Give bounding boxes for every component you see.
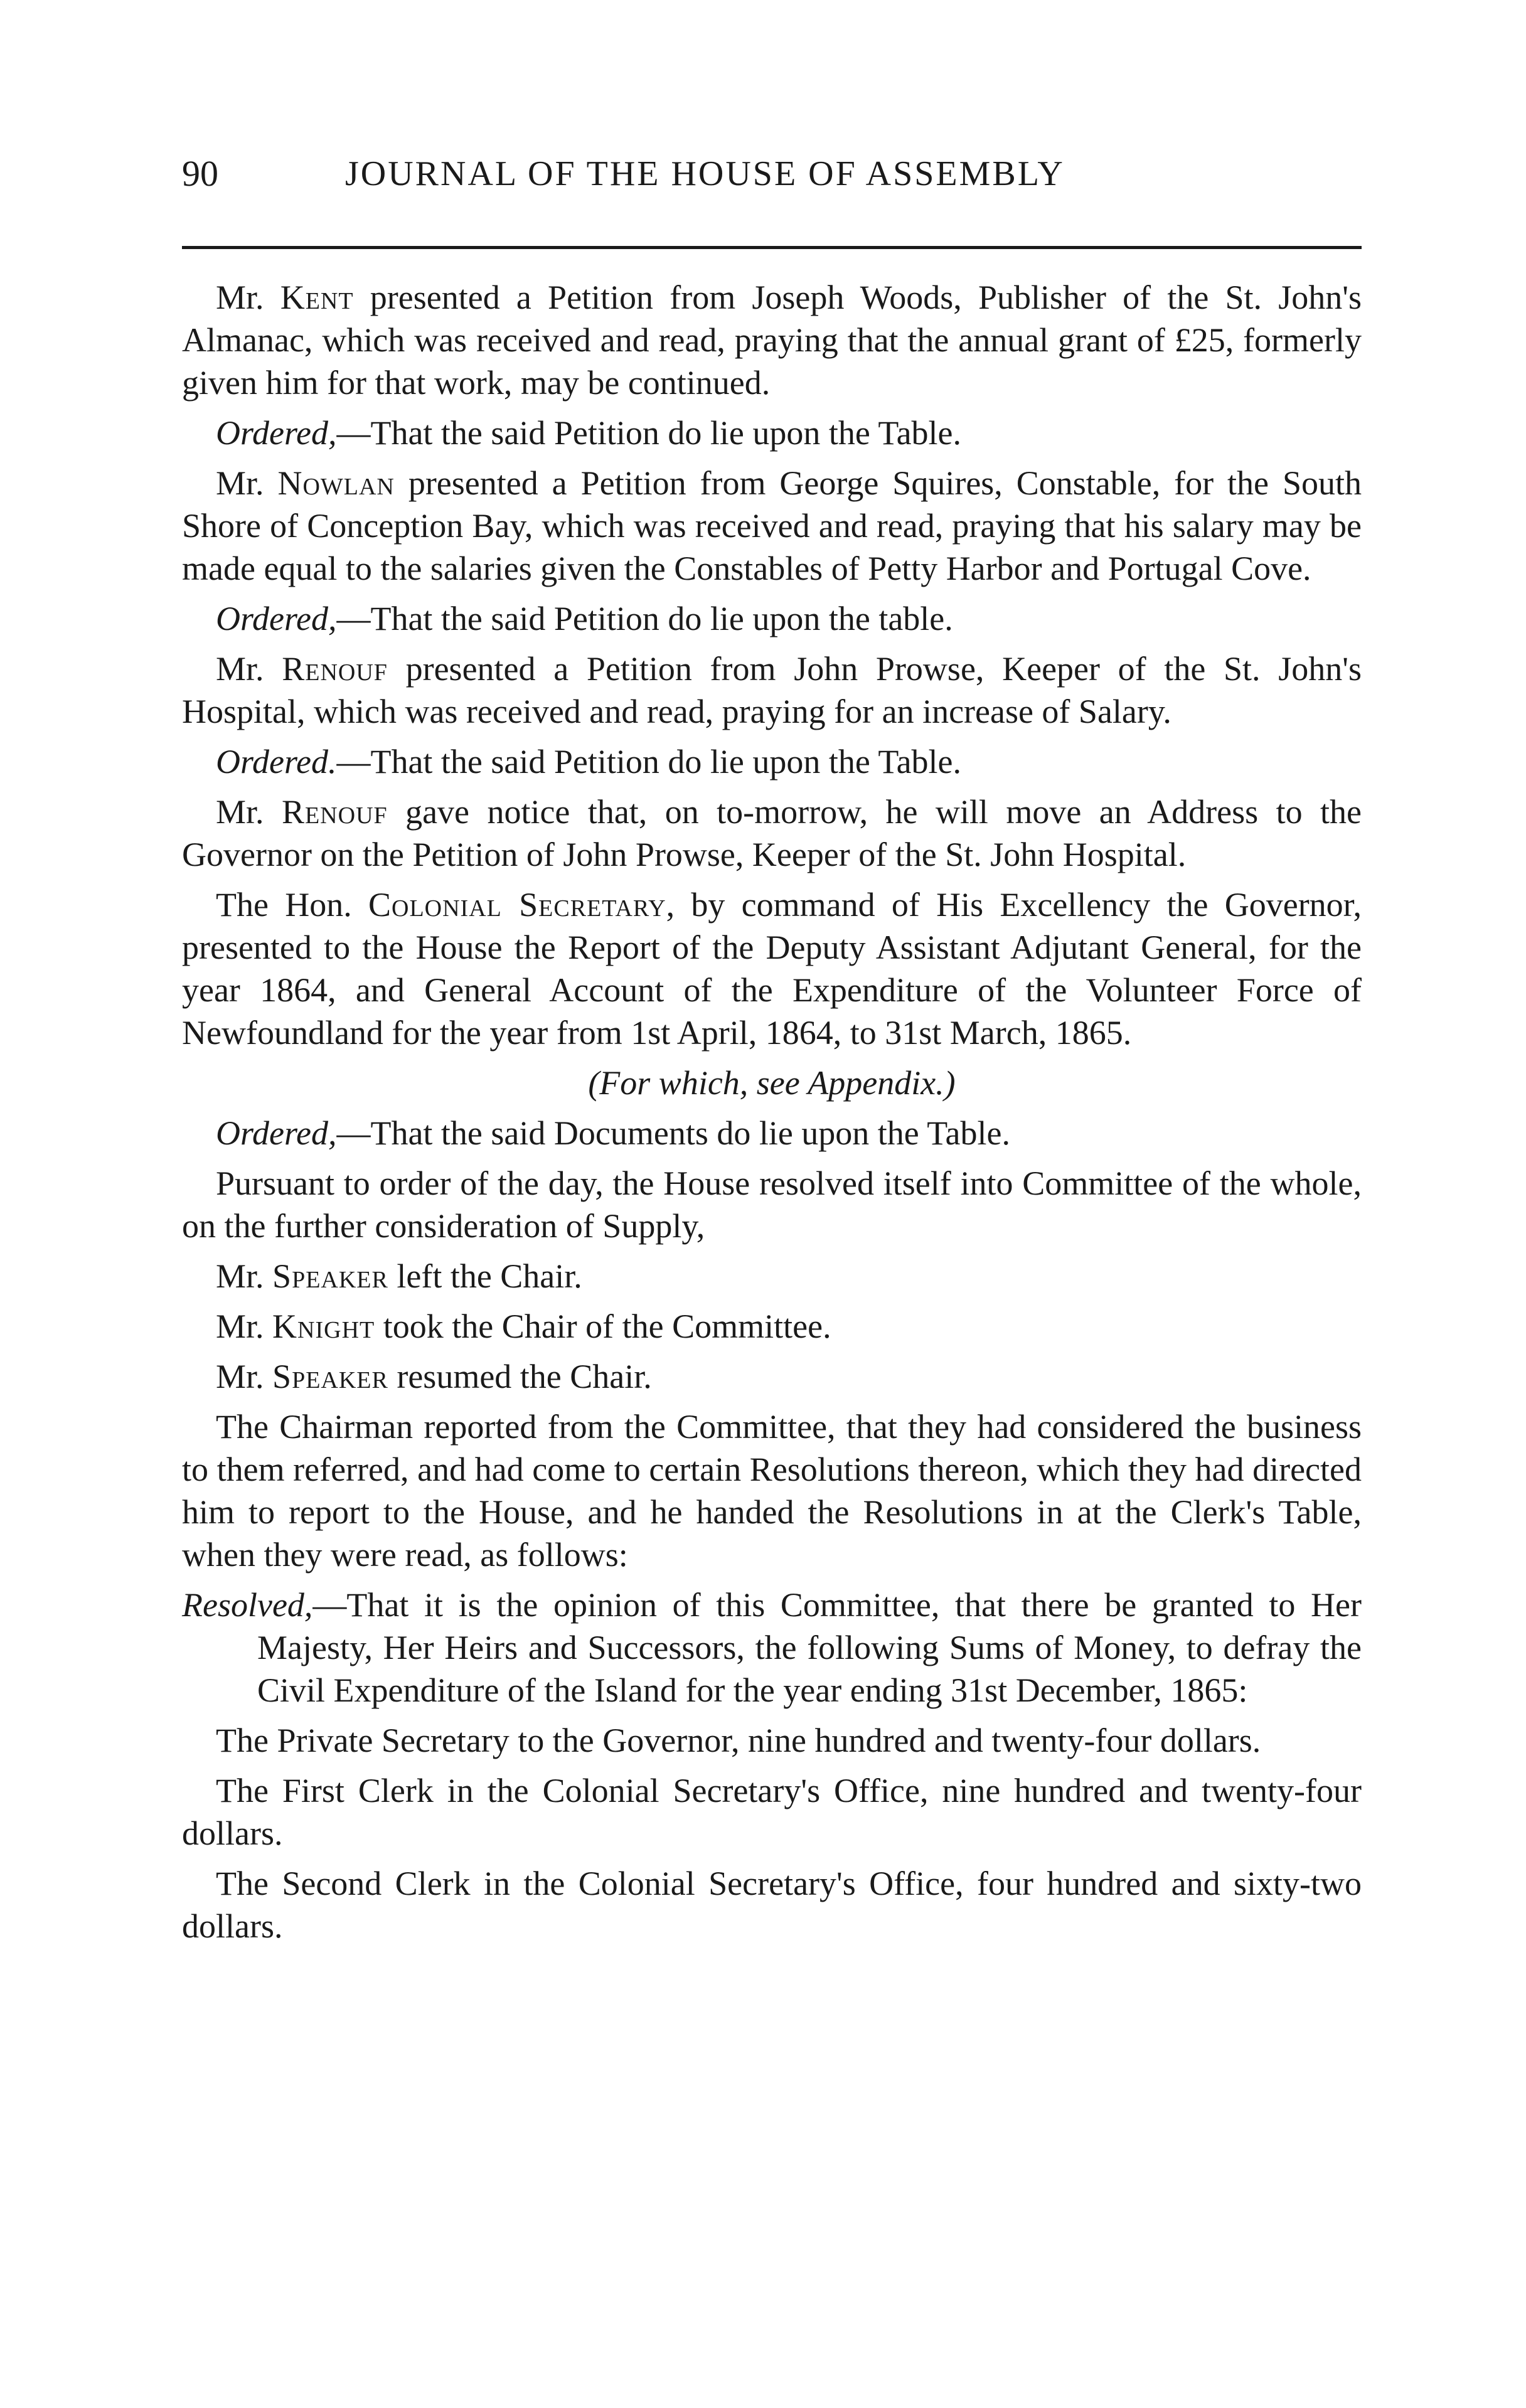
text-run: left the Chair. [388, 1257, 582, 1295]
member-name: Renouf [282, 650, 388, 688]
page-header [182, 146, 1362, 202]
text-run: —That the said Petition do lie upon the Table. [336, 414, 962, 452]
member-name: Colonial Secretary [368, 886, 666, 924]
member-name: Nowlan [277, 464, 395, 502]
paragraph-renouf-petition [182, 647, 1362, 733]
page-number: 90 [182, 153, 218, 194]
text-run: —That it is the opinion of this Committee, that there be granted to Her Majesty, Her Heirs and Successors, the following Sums of Money, to defray the Civil Expenditure of the Island for the year ending 31st December, 1865: [257, 1586, 1362, 1709]
ordered-label: Ordered, [216, 414, 337, 452]
paragraph-resolved [182, 1584, 1362, 1712]
text-run: —That the said Petition do lie upon the table. [336, 600, 953, 637]
ordered-label: Ordered, [216, 1114, 337, 1152]
member-name: Speaker [272, 1257, 388, 1295]
paragraph-renouf-notice [182, 791, 1362, 876]
paragraph-ordered [182, 740, 1362, 783]
text-run: gave notice that, on to-morrow, he will move an Address to the Governor on the Petition of John Prowse, Keeper of the St. John Hospital. [182, 793, 1362, 873]
paragraph-speaker-left [182, 1255, 1362, 1297]
paragraph-second-clerk: The Second Clerk in the Colonial Secretary's Office, four hundred and sixty-two dollars. [182, 1865, 1362, 1945]
text-run: Mr. [216, 1308, 273, 1345]
journal-body [182, 276, 1362, 1955]
member-name: Renouf [281, 793, 388, 831]
text-run: Mr. [216, 650, 282, 688]
member-name: Knight [272, 1308, 375, 1345]
text-run: Mr. [216, 1358, 273, 1395]
resolved-label: Resolved, [182, 1586, 313, 1624]
appendix-reference: (For which, see Appendix.) [588, 1064, 956, 1102]
paragraph-ordered [182, 412, 1362, 454]
text-run: presented a Petition from John Prowse, Keeper of the St. John's Hospital, which was received and read, praying for an increase of Salary. [182, 650, 1362, 730]
paragraph-committee-supply: Pursuant to order of the day, the House resolved itself into Committee of the whole, on the further consideration of Supply, [182, 1164, 1362, 1245]
paragraph-colonial-secretary [182, 883, 1362, 1054]
text-run: —That the said Petition do lie upon the Table. [336, 743, 962, 780]
paragraph-speaker-resumed [182, 1355, 1362, 1398]
running-head: JOURNAL OF THE HOUSE OF ASSEMBLY [345, 154, 1065, 193]
text-run: Mr. [216, 464, 278, 502]
text-run: resumed the Chair. [388, 1358, 652, 1395]
text-run: took the Chair of the Committee. [375, 1308, 831, 1345]
paragraph-chairman-report: The Chairman reported from the Committee, that they had considered the business to them referred, and had come to certain Resolutions thereon, which they had directed him to report to the House, and he handed the Resolutions in at the Clerk's Table, when they were read, as follows: [182, 1408, 1362, 1574]
text-run: presented a Petition from Joseph Woods, Publisher of the St. John's Almanac, which was received and read, praying that the annual grant of £25, formerly given him for that work, may be continued. [182, 279, 1362, 402]
member-name: Speaker [272, 1358, 388, 1395]
text-run: The Hon. [216, 886, 368, 924]
text-run: —That the said Documents do lie upon the Table. [336, 1114, 1010, 1152]
paragraph-knight-chair [182, 1305, 1362, 1348]
header-rule [182, 246, 1362, 249]
text-run: presented a Petition from George Squires, Constable, for the South Shore of Conception Bay, which was received and read, praying that his salary may be made equal to the salaries given the Constables of Petty Harbor and Portugal Cove. [182, 464, 1362, 587]
ordered-label: Ordered, [216, 600, 337, 637]
paragraph-first-clerk: The First Clerk in the Colonial Secretary's Office, nine hundred and twenty-four dollars. [182, 1772, 1362, 1852]
paragraph-kent-petition [182, 276, 1362, 404]
text-run: Mr. [216, 1257, 273, 1295]
paragraph-ordered [182, 597, 1362, 640]
member-name: Kent [280, 279, 354, 316]
text-run: , by command of His Excellency the Governor, presented to the House the Report of the Deputy Assistant Adjutant General, for the year 1864, and General Account of the Expenditure of the Volunteer Force of Newfoundland for the year from 1st April, 1864, to 31st March, 1865. [182, 886, 1362, 1052]
paragraph-nowlan-petition [182, 462, 1362, 590]
text-run: Mr. [216, 793, 282, 831]
paragraph-private-secretary: The Private Secretary to the Governor, nine hundred and twenty-four dollars. [216, 1722, 1261, 1759]
paragraph-ordered [182, 1112, 1362, 1154]
appendix-note [182, 1062, 1362, 1104]
text-run: Mr. [216, 279, 280, 316]
ordered-label: Ordered. [216, 743, 337, 780]
